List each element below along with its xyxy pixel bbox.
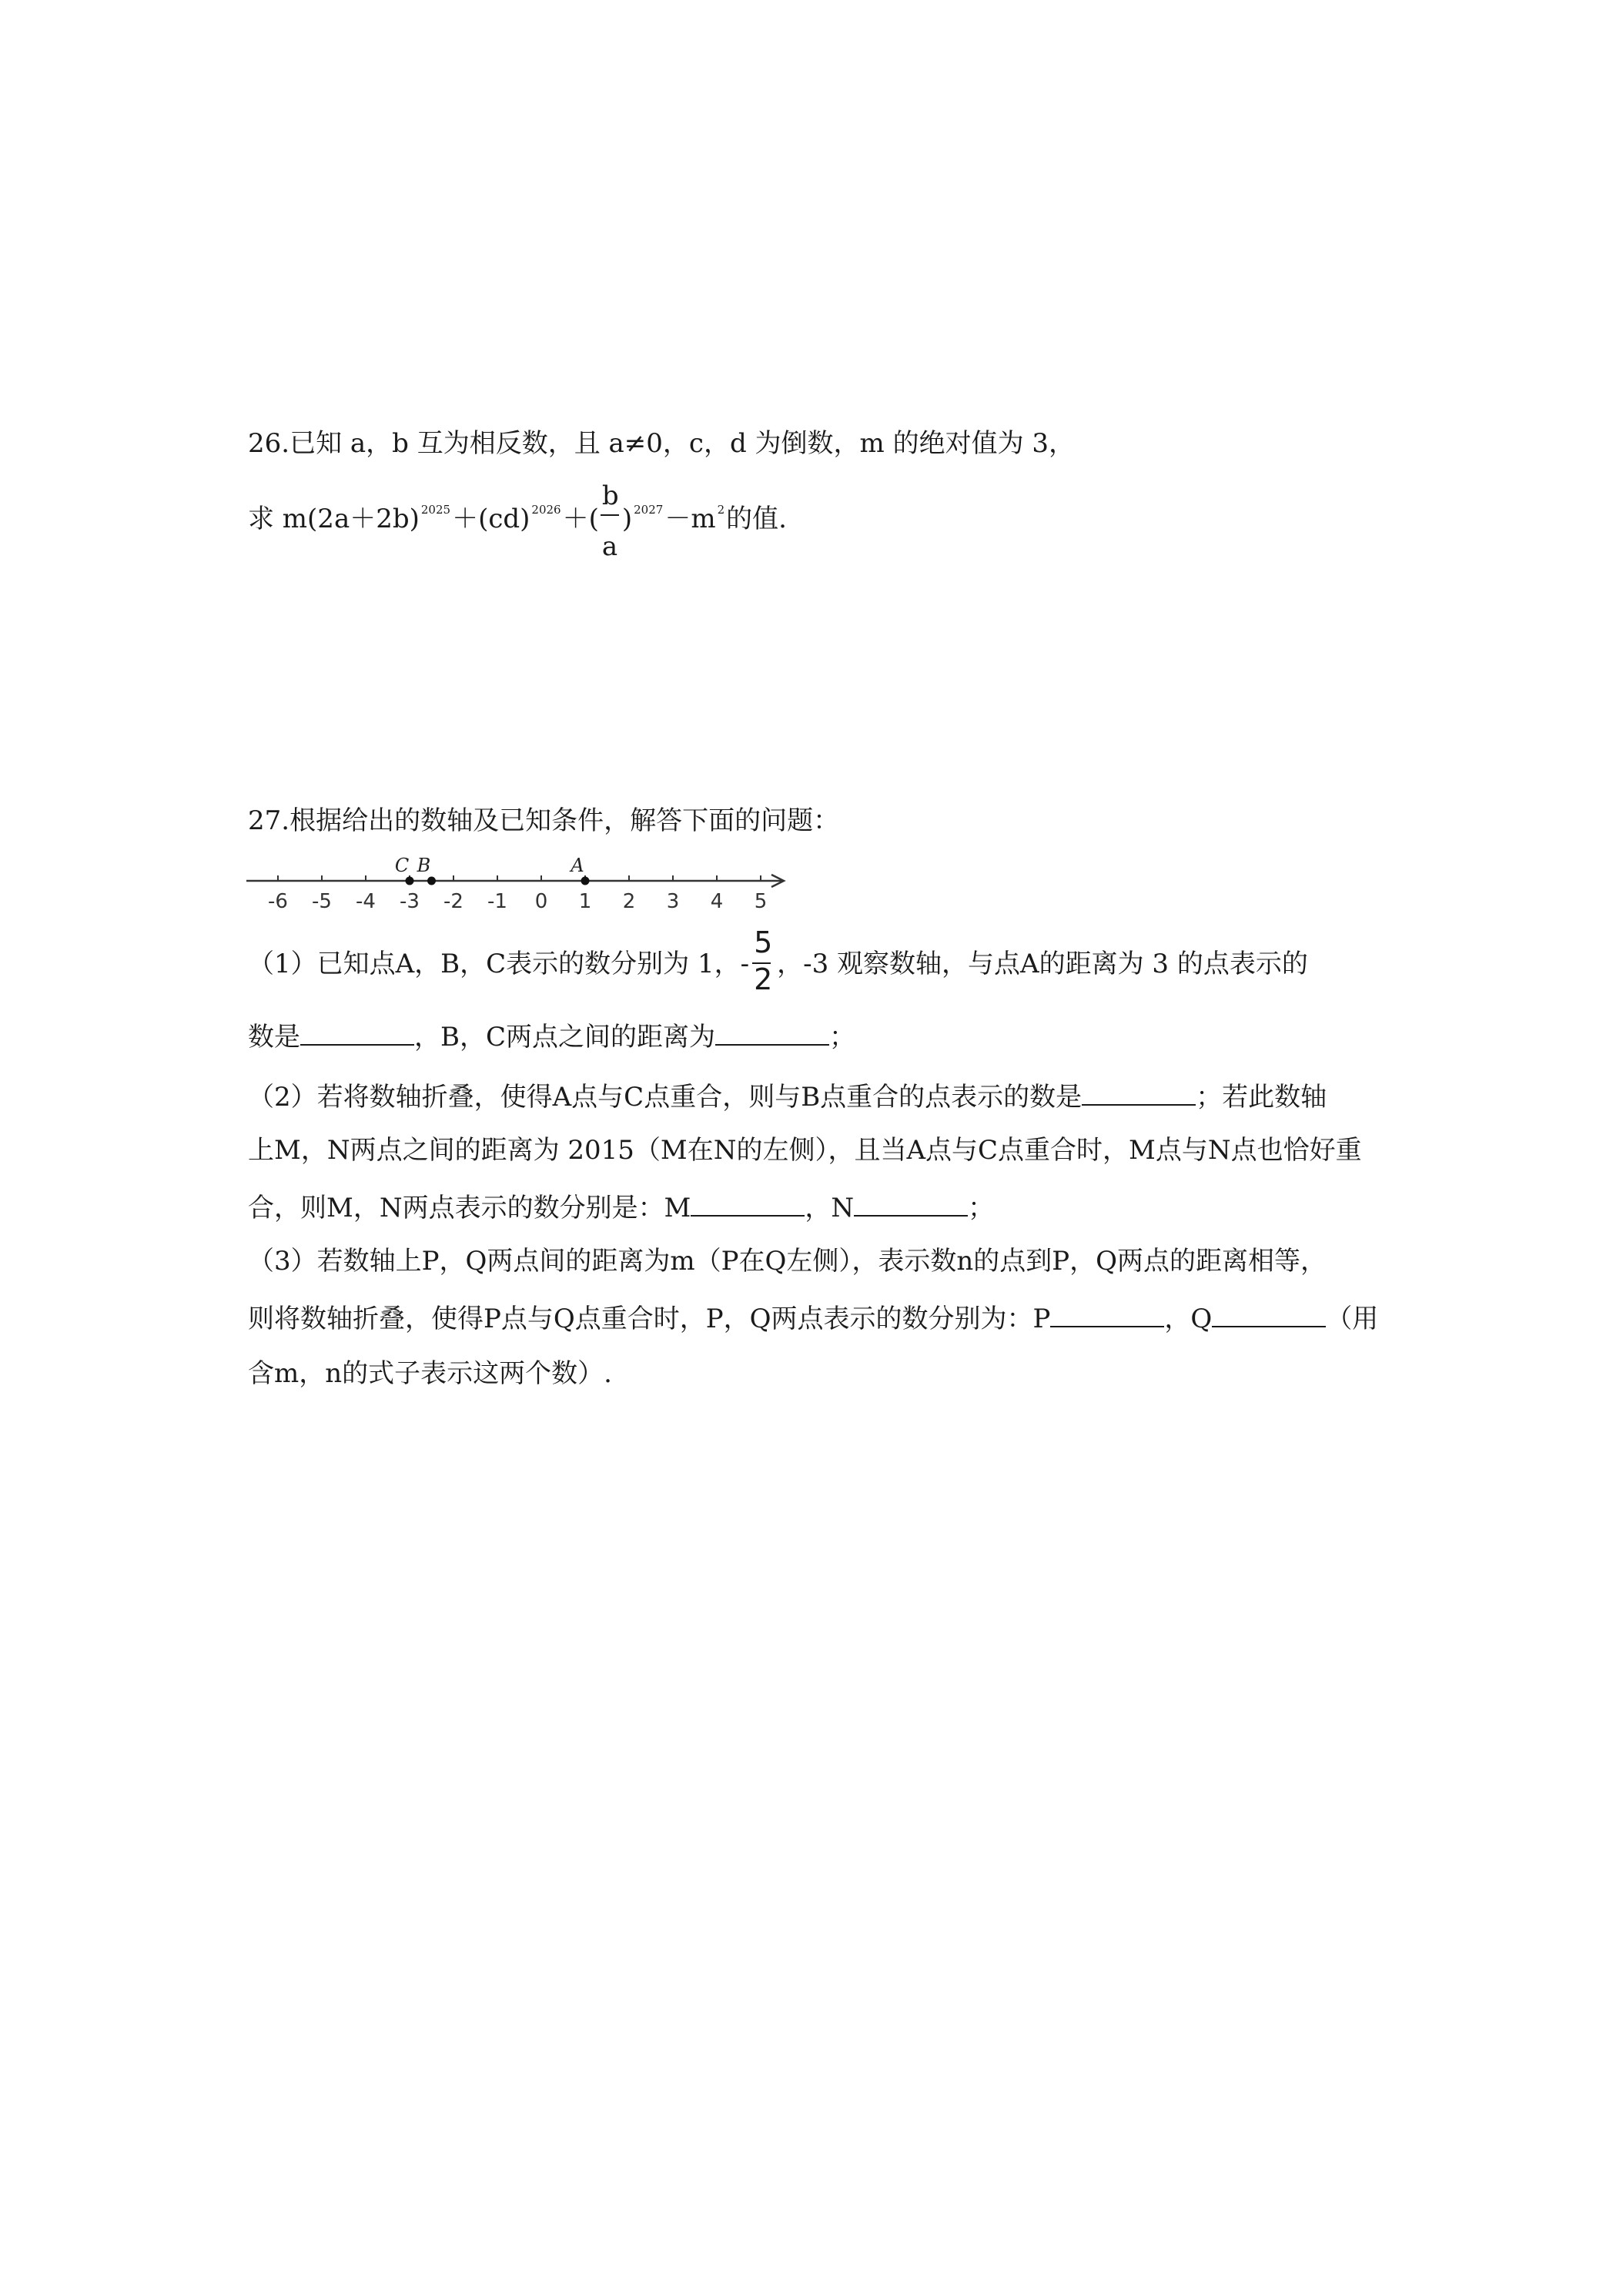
answer-blank-1[interactable]	[300, 1019, 414, 1046]
tick-label: 1	[578, 890, 592, 913]
q26-text-a: 求 m(2a＋2b)	[248, 504, 420, 534]
point-a-dot	[581, 877, 590, 885]
q27-title: 27.根据给出的数轴及已知条件，解答下面的问题：	[248, 805, 840, 836]
answer-blank-6[interactable]	[1050, 1301, 1164, 1327]
q27-part1-line1	[248, 925, 1308, 996]
q26-text-c: ＋(	[562, 504, 599, 534]
q26-exponent-2: 2026	[531, 503, 561, 517]
answer-blank-4[interactable]	[691, 1190, 805, 1217]
q27-p2-line3-a: 合，则M，N两点表示的数分别是：M	[248, 1193, 691, 1223]
point-b-dot	[427, 877, 436, 885]
q27-p2-line3-c: ；	[968, 1193, 995, 1223]
tick-label: -2	[443, 890, 463, 913]
q26-line1: 26.已知 a，b 互为相反数，且 a≠0，c，d 为倒数，m 的绝对值为 3，	[248, 428, 1076, 459]
q27-p1-text-b: ，-3 观察数轴，与点A的距离为 3 的点表示的	[777, 949, 1308, 979]
tick-label: 3	[666, 890, 680, 913]
q26-fraction-numerator: b	[601, 480, 619, 511]
q27-p2-line1-b: ；若此数轴	[1196, 1082, 1327, 1113]
q27-p3-line2-c: （用	[1326, 1304, 1379, 1334]
q27-part2-line1	[248, 1079, 1327, 1113]
q26-text-b: ＋(cd)	[452, 504, 530, 534]
point-b-label: B	[417, 855, 431, 876]
tick-label: -6	[268, 890, 288, 913]
answer-blank-2[interactable]	[715, 1019, 829, 1046]
q27-p3-line2-a: 则将数轴折叠，使得P点与Q点重合时，P，Q两点表示的数分别为：P	[248, 1304, 1051, 1334]
point-c-label: C	[394, 855, 410, 876]
tick-label: -3	[400, 890, 420, 913]
q27-part3-line1: （3）若数轴上P，Q两点间的距离为m（P在Q左侧），表示数n的点到P，Q两点的距离相等，	[248, 1246, 1327, 1277]
q26-text-d: )	[621, 504, 633, 534]
tick-label: 0	[534, 890, 548, 913]
q27-p1-fraction-denominator: 2	[754, 962, 773, 996]
point-a-label: A	[571, 855, 584, 876]
q26-fraction-bar	[601, 514, 619, 516]
q27-p1-line2-a: 数是	[248, 1022, 300, 1053]
q27-p2-line3-b: ，N	[805, 1193, 855, 1223]
q26-exponent-1: 2025	[420, 503, 451, 517]
q27-part1-line2	[248, 1019, 855, 1053]
q26-text-e: －m	[664, 504, 716, 534]
q26-fraction	[599, 480, 622, 562]
q27-p1-fraction	[749, 925, 777, 996]
q26-fraction-denominator: a	[601, 531, 618, 562]
tick-label: 2	[622, 890, 636, 913]
q27-part2-line3	[248, 1190, 994, 1223]
point-c-dot	[406, 877, 414, 885]
q27-p1-line2-b: ，B，C两点之间的距离为	[414, 1022, 715, 1053]
tick-label: 5	[754, 890, 768, 913]
q26-expression-line	[248, 480, 787, 562]
answer-blank-7[interactable]	[1212, 1301, 1326, 1327]
q27-part2-line2: 上M，N两点之间的距离为 2015（M在N的左侧），且当A点与C点重合时，M点与N点也恰好重	[248, 1135, 1362, 1166]
q27-p1-fraction-numerator: 5	[754, 925, 773, 959]
q27-p1-line2-c: ；	[829, 1022, 855, 1053]
tick-label: 4	[710, 890, 724, 913]
q27-p2-line1-a: （2）若将数轴折叠，使得A点与C点重合，则与B点重合的点表示的数是	[248, 1082, 1083, 1113]
q26-text-f: 的值.	[726, 504, 787, 534]
q26-exponent-4: 2	[717, 503, 725, 517]
answer-blank-5[interactable]	[854, 1190, 968, 1217]
q26-exponent-3: 2027	[634, 503, 664, 517]
q27-part3-line2	[248, 1301, 1378, 1334]
q27-p1-text-a: （1）已知点A，B，C表示的数分别为 1，-	[248, 949, 750, 979]
q27-p3-line2-b: ，Q	[1164, 1304, 1213, 1334]
number-line-figure	[245, 852, 799, 915]
tick-label: -1	[487, 890, 507, 913]
answer-blank-3[interactable]	[1082, 1079, 1196, 1106]
tick-label: -4	[356, 890, 376, 913]
q27-part3-line3: 含m，n的式子表示这两个数）.	[248, 1358, 612, 1389]
tick-label: -5	[312, 890, 332, 913]
